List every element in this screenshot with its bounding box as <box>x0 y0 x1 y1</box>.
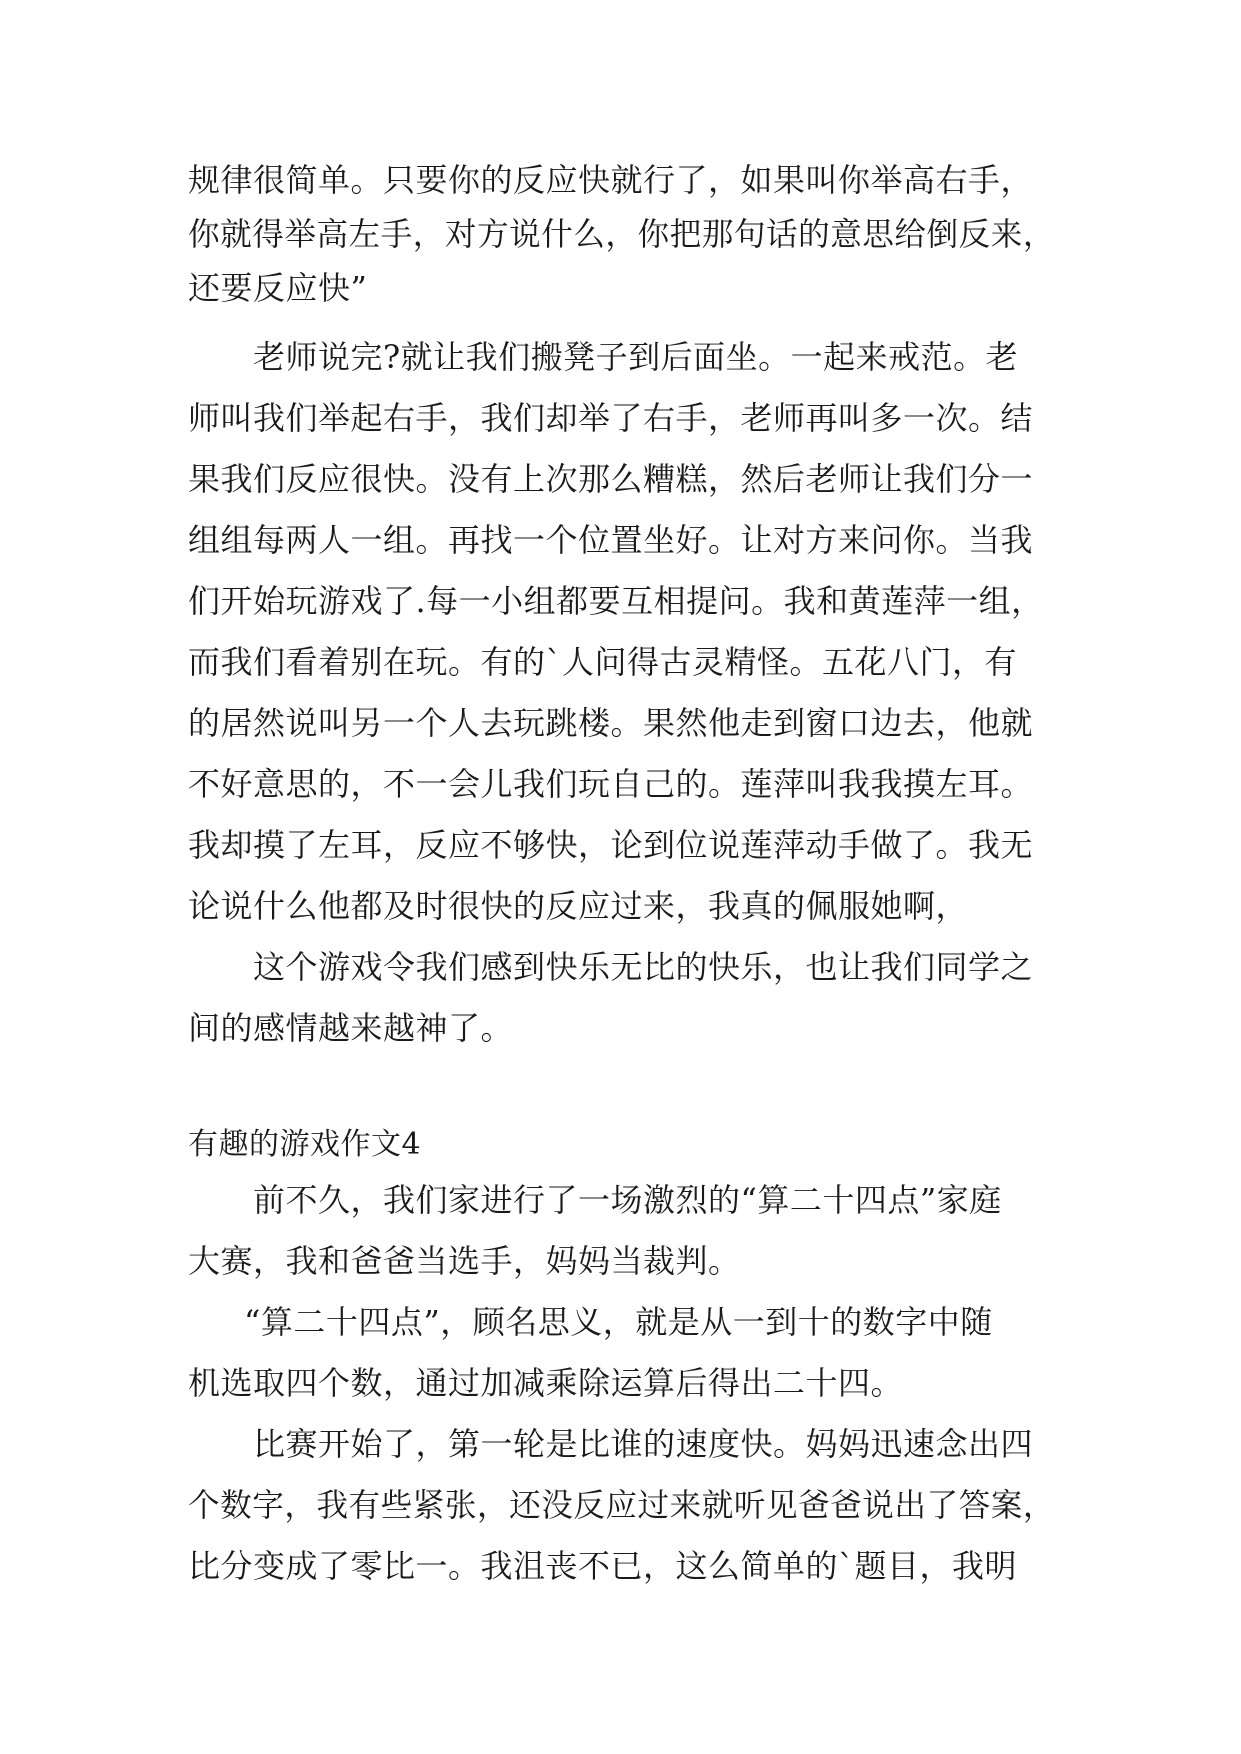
text-line: 还要反应快” <box>188 269 368 307</box>
text-line: 组组每两人一组。再找一个位置坐好。让对方来问你。当我 <box>188 521 1034 559</box>
text-line: 们开始玩游戏了.每一小组都要互相提问。我和黄莲萍一组， <box>188 582 1044 620</box>
text-line: 这个游戏令我们感到快乐无比的快乐，也让我们同学之 <box>253 948 1034 986</box>
text-line: 你就得举高左手，对方说什么，你把那句话的意思给倒反来， <box>188 215 1055 253</box>
text-line: 老师说完?就让我们搬凳子到后面坐。一起来戒范。老 <box>253 338 1019 376</box>
text-line: 果我们反应很快。没有上次那么糟糕，然后老师让我们分一 <box>188 460 1034 498</box>
text-line: 机选取四个数，通过加减乘除运算后得出二十四。 <box>188 1364 904 1402</box>
text-line: 规律很简单。只要你的反应快就行了，如果叫你举高右手， <box>188 161 1034 199</box>
text-line: 我却摸了左耳，反应不够快，论到位说莲萍动手做了。我无 <box>188 826 1034 864</box>
text-line: “算二十四点”，顾名思义，就是从一到十的数字中随 <box>244 1303 993 1341</box>
text-line: 比分变成了零比一。我沮丧不已，这么简单的`题目，我明 <box>188 1547 1018 1585</box>
text-line: 前不久，我们家进行了一场激烈的“算二十四点”家庭 <box>253 1181 1002 1219</box>
text-line: 论说什么他都及时很快的反应过来，我真的佩服她啊， <box>188 887 969 925</box>
text-line: 的居然说叫另一个人去玩跳楼。果然他走到窗口边去，他就 <box>188 704 1034 742</box>
text-line: 个数字，我有些紧张，还没反应过来就听见爸爸说出了答案， <box>188 1486 1055 1524</box>
text-line: 间的感情越来越神了。 <box>188 1009 514 1047</box>
text-line: 比赛开始了，第一轮是比谁的速度快。妈妈迅速念出四 <box>253 1425 1034 1463</box>
section-heading: 有趣的游戏作文4 <box>188 1127 422 1162</box>
text-line: 而我们看着别在玩。有的`人问得古灵精怪。五花八门，有 <box>188 643 1018 681</box>
text-line: 大赛，我和爸爸当选手，妈妈当裁判。 <box>188 1242 741 1280</box>
text-line: 不好意思的，不一会儿我们玩自己的。莲萍叫我我摸左耳。 <box>188 765 1034 803</box>
text-line: 师叫我们举起右手，我们却举了右手，老师再叫多一次。结 <box>188 399 1034 437</box>
